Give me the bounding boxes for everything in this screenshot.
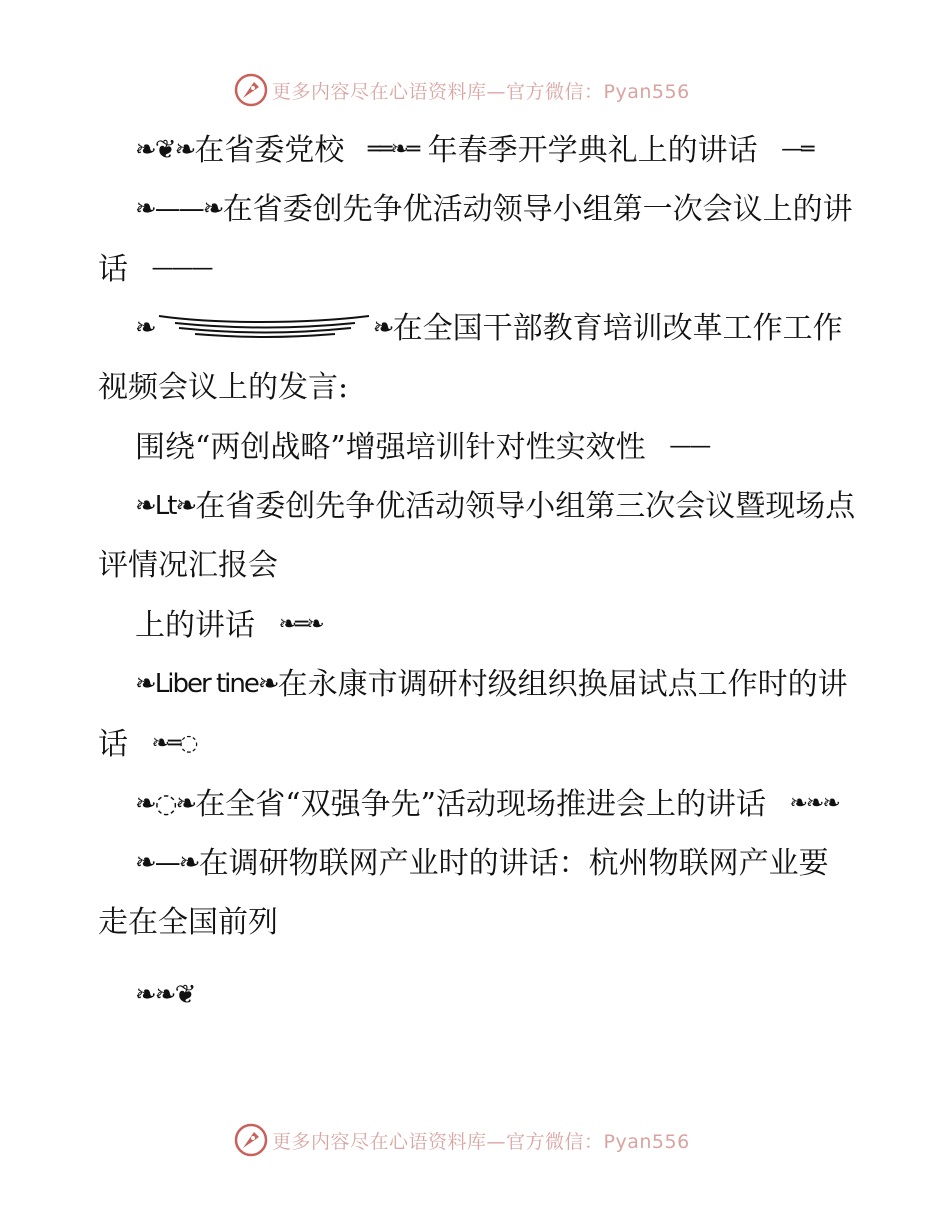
ornament-glyph: ❧❧❧ [789, 791, 839, 816]
list-item [98, 966, 858, 1025]
watermark-text: 更多内容尽在心语资料库—官方微信：Pyan556 [272, 80, 690, 103]
pen-nib-icon [234, 1123, 268, 1157]
ornament-glyph: —═ [781, 137, 813, 162]
ornament-glyph: ❧═❧ [278, 612, 323, 637]
ornament-glyph: ❧Lt❧ [135, 491, 196, 521]
ornament-glyph: ❧ [372, 313, 393, 343]
item-text: 年春季开学典礼上的讲话 [427, 133, 758, 168]
ornament-glyph: —— [669, 434, 710, 459]
ornament-glyph: ❧❦❧ [135, 135, 195, 165]
header-watermark [0, 70, 950, 110]
ornament-glyph: ❧◌❧ [135, 789, 196, 819]
item-text: 在省委创先争优活动领导小组第三次会议暨现场点评情况汇报会 [98, 489, 856, 583]
list-item [98, 120, 858, 180]
item-text: 围绕“两创战略”增强培训针对性实效性 [135, 430, 646, 465]
list-item [98, 180, 858, 299]
ornament-glyph: ❧—❧ [135, 848, 199, 878]
watermark-text: 更多内容尽在心语资料库—官方微信：Pyan556 [272, 1130, 690, 1153]
list-item [98, 655, 858, 774]
ornament-glyph: ——— [151, 256, 212, 281]
list-item [98, 477, 858, 595]
item-text: 在省委党校 [194, 133, 345, 168]
list-item [98, 774, 858, 834]
item-text: 在全国干部教育培训改革工作工作视频会议上的发言: [98, 311, 843, 405]
list-item [98, 834, 858, 952]
ornament-glyph: ❧❧❦ [135, 980, 195, 1010]
ornament-glyph: ❧═◌ [151, 731, 197, 756]
ornament-glyph: ❧——❧ [135, 194, 223, 224]
item-text: 上的讲话 [135, 608, 255, 643]
document-body [98, 120, 858, 1025]
footer-watermark [0, 1120, 950, 1160]
item-text: 在调研物联网产业时的讲话：杭州物联网产业要走在全国前列 [98, 846, 829, 940]
list-item [98, 595, 858, 655]
ornament-glyph: ❧ [135, 313, 155, 343]
list-item [98, 299, 858, 417]
list-item [98, 417, 858, 477]
pen-nib-icon [234, 73, 268, 107]
item-text: 在全省“双强争先”活动现场推进会上的讲话 [195, 787, 766, 822]
ornament-glyph: ══❧═ [367, 137, 419, 162]
ornament-glyph: ❧Liber tine❧ [135, 669, 278, 699]
item-text: 在永康市调研村级组织换届试点工作时的讲话 [98, 667, 848, 762]
item-text: 在省委创先争优活动领导小组第一次会议上的讲话 [98, 192, 853, 287]
wave-ornament-icon [155, 310, 373, 340]
